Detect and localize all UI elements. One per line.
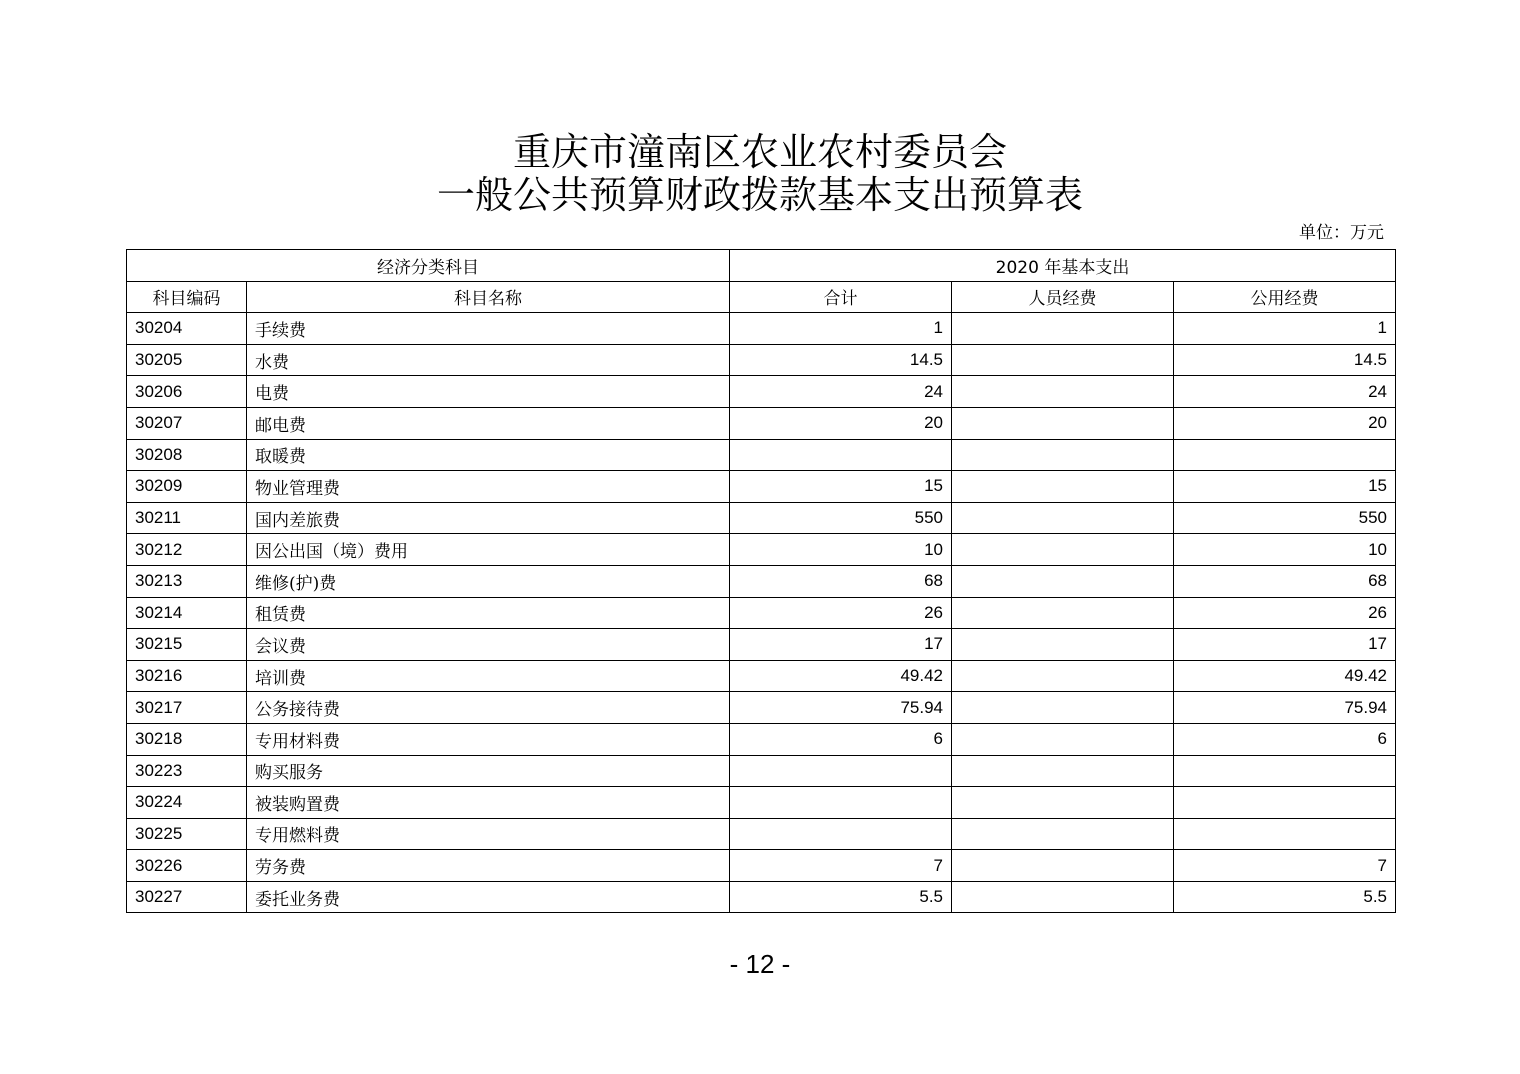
cell-name: 维修(护)费: [247, 565, 730, 597]
cell-total: 68: [730, 565, 952, 597]
cell-personnel: [952, 629, 1174, 661]
cell-total: [730, 818, 952, 850]
cell-public: 17: [1174, 629, 1396, 661]
cell-code: 30209: [127, 471, 247, 503]
group-header-row: [127, 250, 1396, 282]
cell-total: [730, 787, 952, 819]
cell-public: 5.5: [1174, 881, 1396, 913]
table-row: [127, 565, 1396, 597]
cell-public: 24: [1174, 376, 1396, 408]
cell-total: 20: [730, 407, 952, 439]
table-row: [127, 471, 1396, 503]
cell-code: 30216: [127, 660, 247, 692]
table-body: [127, 313, 1396, 913]
column-header-row: [127, 281, 1396, 313]
cell-total: 1: [730, 313, 952, 345]
cell-personnel: [952, 502, 1174, 534]
cell-total: 7: [730, 850, 952, 882]
budget-table: [126, 249, 1396, 913]
cell-public: [1174, 818, 1396, 850]
cell-total: 5.5: [730, 881, 952, 913]
cell-personnel: [952, 597, 1174, 629]
cell-public: 15: [1174, 471, 1396, 503]
cell-total: 6: [730, 723, 952, 755]
cell-code: 30204: [127, 313, 247, 345]
table-row: [127, 881, 1396, 913]
header-public: 公用经费: [1174, 281, 1396, 313]
cell-name: 国内差旅费: [247, 502, 730, 534]
header-basic-expenditure: 2020 年基本支出: [730, 250, 1396, 282]
cell-name: 电费: [247, 376, 730, 408]
unit-label: 单位：万元: [1299, 223, 1384, 243]
cell-total: 26: [730, 597, 952, 629]
cell-personnel: [952, 818, 1174, 850]
header-economic-classification: 经济分类科目: [127, 250, 730, 282]
cell-personnel: [952, 723, 1174, 755]
header-personnel: 人员经费: [952, 281, 1174, 313]
cell-total: [730, 439, 952, 471]
cell-personnel: [952, 407, 1174, 439]
cell-code: 30211: [127, 502, 247, 534]
cell-code: 30224: [127, 787, 247, 819]
cell-personnel: [952, 313, 1174, 345]
cell-total: 24: [730, 376, 952, 408]
cell-code: 30227: [127, 881, 247, 913]
cell-public: 14.5: [1174, 344, 1396, 376]
cell-personnel: [952, 376, 1174, 408]
cell-name: 购买服务: [247, 755, 730, 787]
cell-code: 30206: [127, 376, 247, 408]
cell-public: 26: [1174, 597, 1396, 629]
cell-personnel: [952, 850, 1174, 882]
table-row: [127, 313, 1396, 345]
header-total: 合计: [730, 281, 952, 313]
cell-code: 30214: [127, 597, 247, 629]
cell-public: 7: [1174, 850, 1396, 882]
header-name: 科目名称: [247, 281, 730, 313]
document-title-line1: 重庆市潼南区农业农村委员会: [512, 130, 1007, 174]
cell-personnel: [952, 471, 1174, 503]
cell-total: 49.42: [730, 660, 952, 692]
cell-public: 75.94: [1174, 692, 1396, 724]
cell-name: 公务接待费: [247, 692, 730, 724]
table-row: [127, 660, 1396, 692]
cell-name: 物业管理费: [247, 471, 730, 503]
cell-code: 30218: [127, 723, 247, 755]
cell-code: 30212: [127, 534, 247, 566]
cell-personnel: [952, 344, 1174, 376]
cell-public: 550: [1174, 502, 1396, 534]
cell-personnel: [952, 787, 1174, 819]
table-row: [127, 534, 1396, 566]
table-row: [127, 629, 1396, 661]
cell-public: [1174, 755, 1396, 787]
cell-name: 租赁费: [247, 597, 730, 629]
cell-name: 培训费: [247, 660, 730, 692]
cell-name: 取暖费: [247, 439, 730, 471]
cell-code: 30226: [127, 850, 247, 882]
cell-code: 30215: [127, 629, 247, 661]
cell-personnel: [952, 565, 1174, 597]
page-number: - 12 -: [729, 949, 791, 979]
cell-code: 30217: [127, 692, 247, 724]
cell-code: 30208: [127, 439, 247, 471]
cell-name: 专用材料费: [247, 723, 730, 755]
table-row: [127, 407, 1396, 439]
table-row: [127, 723, 1396, 755]
cell-name: 被装购置费: [247, 787, 730, 819]
cell-total: 14.5: [730, 344, 952, 376]
cell-personnel: [952, 660, 1174, 692]
cell-code: 30223: [127, 755, 247, 787]
cell-total: 15: [730, 471, 952, 503]
table-row: [127, 850, 1396, 882]
cell-code: 30213: [127, 565, 247, 597]
table-row: [127, 692, 1396, 724]
cell-total: 17: [730, 629, 952, 661]
cell-name: 因公出国（境）费用: [247, 534, 730, 566]
cell-name: 委托业务费: [247, 881, 730, 913]
cell-total: 550: [730, 502, 952, 534]
cell-public: [1174, 439, 1396, 471]
table-row: [127, 502, 1396, 534]
cell-total: [730, 755, 952, 787]
table-row: [127, 755, 1396, 787]
cell-total: 75.94: [730, 692, 952, 724]
cell-personnel: [952, 692, 1174, 724]
table-row: [127, 597, 1396, 629]
cell-personnel: [952, 534, 1174, 566]
cell-code: 30225: [127, 818, 247, 850]
table-row: [127, 787, 1396, 819]
cell-public: 68: [1174, 565, 1396, 597]
cell-name: 会议费: [247, 629, 730, 661]
cell-personnel: [952, 755, 1174, 787]
cell-name: 邮电费: [247, 407, 730, 439]
table-row: [127, 818, 1396, 850]
table-row: [127, 439, 1396, 471]
cell-code: 30207: [127, 407, 247, 439]
cell-personnel: [952, 881, 1174, 913]
cell-public: 1: [1174, 313, 1396, 345]
table-row: [127, 344, 1396, 376]
cell-name: 水费: [247, 344, 730, 376]
cell-public: 49.42: [1174, 660, 1396, 692]
cell-public: 20: [1174, 407, 1396, 439]
cell-name: 专用燃料费: [247, 818, 730, 850]
table-row: [127, 376, 1396, 408]
cell-name: 劳务费: [247, 850, 730, 882]
cell-code: 30205: [127, 344, 247, 376]
cell-public: 6: [1174, 723, 1396, 755]
header-code: 科目编码: [127, 281, 247, 313]
document-title-line2: 一般公共预算财政拨款基本支出预算表: [436, 173, 1083, 217]
cell-public: [1174, 787, 1396, 819]
cell-public: 10: [1174, 534, 1396, 566]
cell-name: 手续费: [247, 313, 730, 345]
cell-total: 10: [730, 534, 952, 566]
cell-personnel: [952, 439, 1174, 471]
